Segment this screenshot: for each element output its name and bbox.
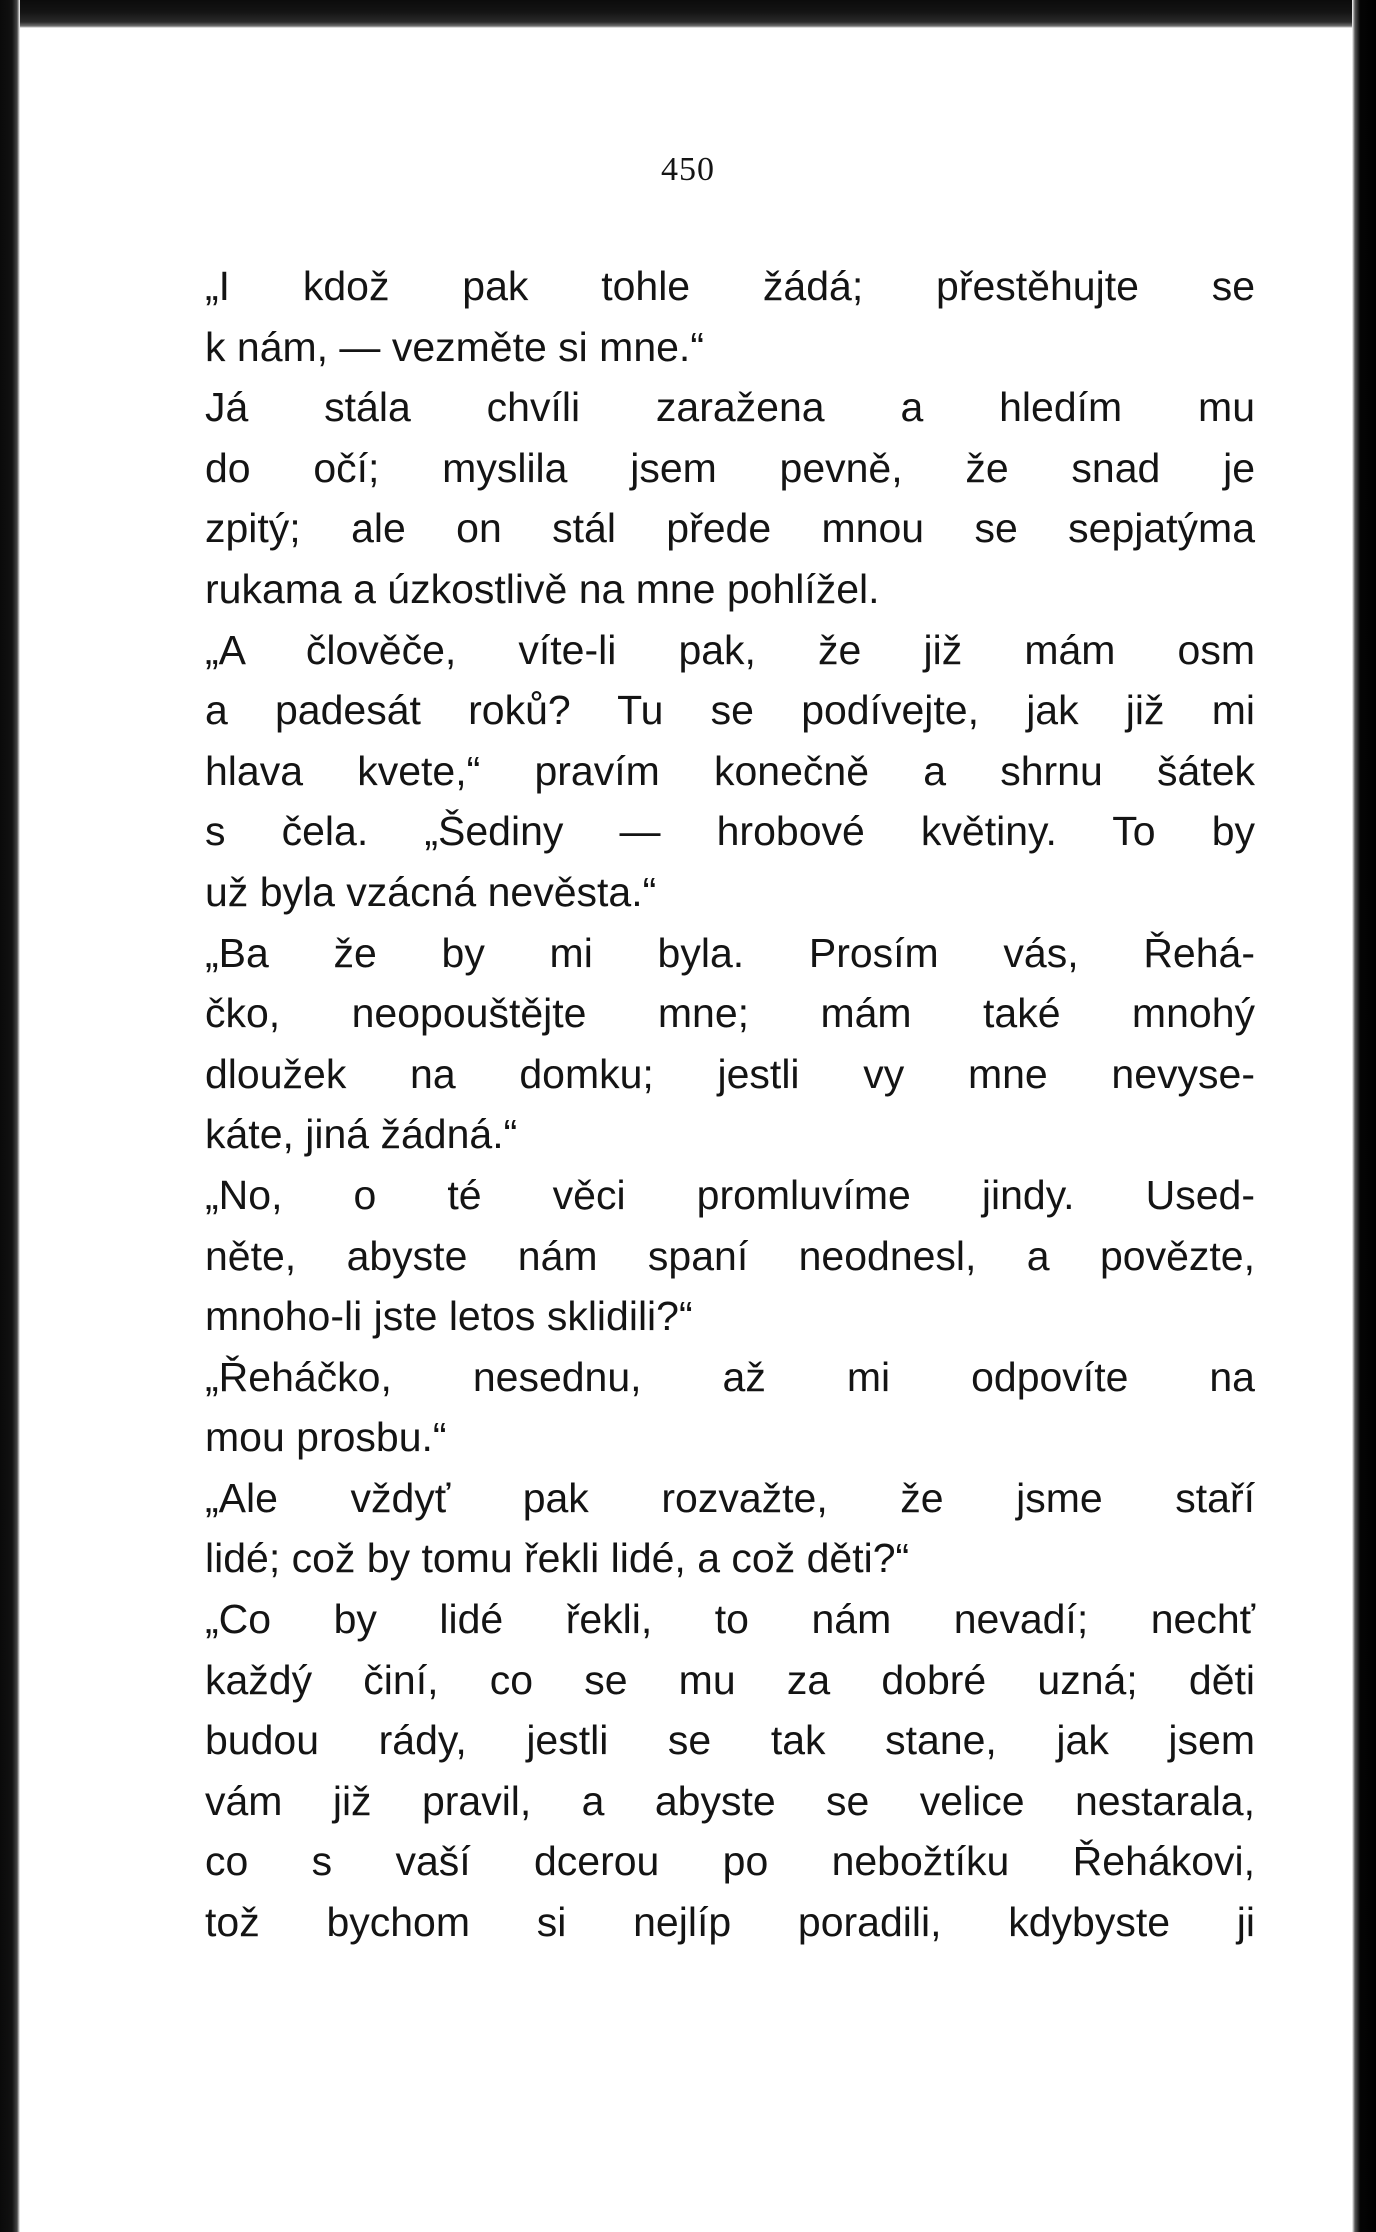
text-line: každý činí, co se mu za dobré uzná; děti [205,1656,1255,1703]
text-line: „I kdož pak tohle žádá; přestěhujte se [205,263,1255,309]
text-line: káte, jiná žádná.“ [205,1111,518,1158]
body-text [205,256,1255,1953]
text-line: „Co by lidé řekli, to nám nevadí; nechť [205,1596,1255,1643]
text-line: čko, neopouštějte mne; mám také mnohý [205,990,1255,1037]
text-line: a padesát roků? Tu se podívejte, jak již mi [205,687,1255,734]
text-line: „Ale vždyť pak rozvažte, že jsme staří [205,1474,1255,1521]
text-line: „Ba že by mi byla. Prosím vás, Řehá- [205,929,1255,976]
text-line: něte, abyste nám spaní neodnesl, a povězte, [205,1232,1255,1279]
text-line: k nám, — vezměte si mne.“ [205,323,704,370]
text-line: do očí; myslila jsem pevně, že snad je [205,444,1255,491]
text-line: zpitý; ale on stál přede mnou se sepjatýma [205,505,1255,552]
text-line: už byla vzácná nevěsta.“ [205,868,657,915]
text-line: co s vaší dcerou po nebožtíku Řehákovi, [205,1838,1255,1885]
text-line: vám již pravil, a abyste se velice nestarala, [205,1777,1255,1824]
text-line: tož bychom si nejlíp poradili, kdybyste ji [205,1899,1255,1946]
text-line: „A člověče, víte-li pak, že již mám osm [205,626,1255,673]
text-line: mnoho-li jste letos sklidili?“ [205,1293,693,1340]
text-line: rukama a úzkostlivě na mne pohlížel. [205,565,880,612]
text-line: „No, o té věci promluvíme jindy. Used- [205,1171,1255,1218]
text-line: dloužek na domku; jestli vy mne nevyse- [205,1050,1255,1097]
text-line: mou prosbu.“ [205,1414,447,1461]
text-line: s čela. „Šediny — hrobové květiny. To by [205,808,1255,855]
text-line: lidé; což by tomu řekli lidé, a což děti?“ [205,1535,910,1582]
page-number: 450 [661,151,715,188]
text-line: budou rády, jestli se tak stane, jak jsem [205,1717,1255,1764]
text-line: hlava kvete,“ pravím konečně a shrnu šátek [205,747,1255,794]
text-line: „Řeháčko, nesednu, až mi odpovíte na [205,1353,1255,1400]
text-line: Já stála chvíli zaražena a hledím mu [205,384,1255,431]
